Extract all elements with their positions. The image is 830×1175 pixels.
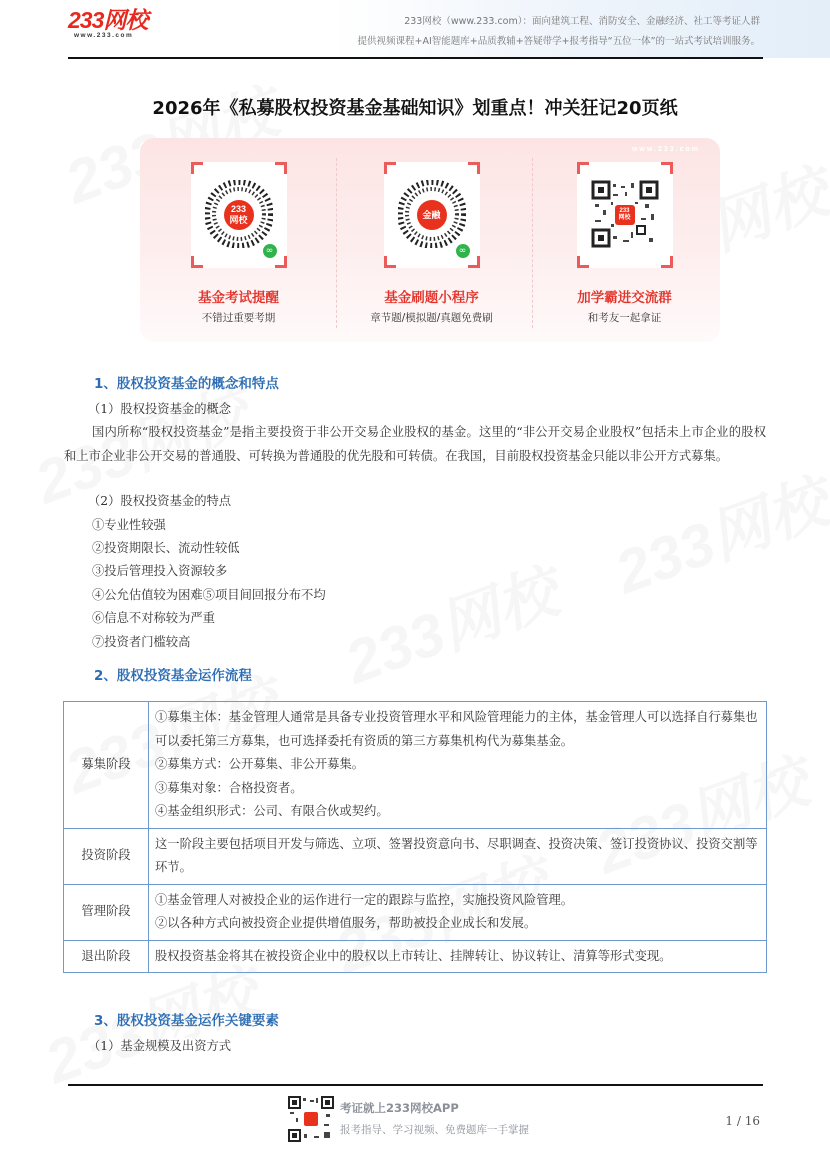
promo-title: 基金考试提醒 bbox=[198, 290, 279, 306]
table-row bbox=[64, 884, 767, 940]
promo-subtitle: 不错过重要考期 bbox=[201, 312, 276, 324]
page-header bbox=[0, 0, 830, 58]
table-row bbox=[64, 828, 767, 884]
corner-mark bbox=[191, 256, 203, 268]
footer-divider bbox=[68, 1084, 763, 1086]
feature-item: ④公允估值较为困难⑤项目间回报分布不均 bbox=[92, 588, 326, 602]
corner-mark bbox=[468, 162, 480, 174]
app-promo-subtitle: 报考指导、学习视频、免费题库一手掌握 bbox=[340, 1124, 529, 1136]
promo-title: 加学霸进交流群 bbox=[577, 290, 672, 306]
corner-mark bbox=[577, 256, 589, 268]
corner-mark bbox=[384, 162, 396, 174]
section-heading: 3、股权投资基金运作关键要素 bbox=[94, 1013, 279, 1029]
corner-mark bbox=[275, 256, 287, 268]
miniprogram-icon: ∞ bbox=[456, 244, 470, 258]
app-promo-title[interactable]: 考证就上233网校APP bbox=[340, 1101, 459, 1115]
header-tagline bbox=[358, 12, 761, 52]
fund-process-table bbox=[63, 701, 767, 973]
stage-label: 投资阶段 bbox=[64, 828, 149, 884]
document-title: 2026年《私募股权投资基金基础知识》划重点！冲关狂记20页纸 bbox=[152, 98, 678, 119]
promo-banner bbox=[140, 138, 720, 342]
detail-line: 这一阶段主要包括项目开发与筛选、立项、签署投资意向书、尽职调查、投资决策、签订投资协议、投资交割等环节。 bbox=[155, 836, 758, 874]
detail-line: ④基金组织形式：公司、有限合伙或契约。 bbox=[155, 804, 389, 818]
header-divider bbox=[68, 57, 763, 59]
logo-wordmark: 233网校 bbox=[68, 7, 148, 33]
logo-url: www.233.com bbox=[74, 32, 134, 39]
corner-mark bbox=[577, 162, 589, 174]
feature-item: ②投资期限长、流动性较低 bbox=[92, 541, 240, 555]
table-row bbox=[64, 702, 767, 829]
corner-mark bbox=[661, 162, 673, 174]
promo-title: 基金刷题小程序 bbox=[384, 290, 479, 306]
feature-item: ③投后管理投入资源较多 bbox=[92, 564, 228, 578]
section-heading: 1、股权投资基金的概念和特点 bbox=[94, 376, 279, 392]
brand-badge: 金融 bbox=[417, 200, 447, 230]
detail-line: 股权投资基金将其在被投资企业中的股权以上市转让、挂牌转让、协议转让、清算等形式变现。 bbox=[155, 948, 672, 963]
miniprogram-icon: ∞ bbox=[263, 244, 277, 258]
corner-mark bbox=[275, 162, 287, 174]
qr-code[interactable] bbox=[384, 162, 480, 268]
promo-study-group[interactable] bbox=[528, 138, 720, 342]
detail-line: ①基金管理人对被投企业的运作进行一定的跟踪与监控，实施投资风险管理。 bbox=[155, 892, 574, 907]
stage-detail bbox=[149, 702, 767, 829]
subheading: （1）基金规模及出资方式 bbox=[88, 1039, 232, 1053]
tagline-line-2: 提供视频课程+AI智能题库+品质教辅+答疑带学+报考指导“五位一体”的一站式考试培训服务。 bbox=[357, 36, 760, 47]
corner-mark bbox=[191, 162, 203, 174]
stage-detail bbox=[149, 884, 767, 940]
stage-label: 管理阶段 bbox=[64, 884, 149, 940]
promo-subtitle: 章节题/模拟题/真题免费刷 bbox=[370, 312, 493, 324]
watermark bbox=[332, 545, 568, 701]
promo-quiz-miniprogram[interactable] bbox=[335, 138, 528, 342]
detail-line: ②募集方式：公开募集、非公开募集。 bbox=[155, 757, 365, 771]
stage-label: 募集阶段 bbox=[64, 702, 149, 829]
corner-mark bbox=[661, 256, 673, 268]
detail-line: ①募集主体：基金管理人通常是具备专业投资管理水平和风险管理能力的主体，基金管理人可以选择自行募集也可以委托第三方募集，也可选择委托有资质的第三方募集机构代为募集基金。 bbox=[155, 710, 758, 748]
feature-item: ⑦投资者门槛较高 bbox=[92, 635, 191, 649]
corner-mark bbox=[384, 256, 396, 268]
brand-badge: 233 网校 bbox=[224, 200, 254, 230]
brand-logo[interactable] bbox=[68, 8, 147, 39]
app-qr-code-icon[interactable] bbox=[288, 1096, 334, 1142]
stage-label: 退出阶段 bbox=[64, 940, 149, 973]
promo-exam-reminder[interactable] bbox=[142, 138, 335, 342]
qr-code[interactable] bbox=[577, 162, 673, 268]
brand-badge: 233 网校 bbox=[615, 205, 635, 225]
qr-code[interactable] bbox=[191, 162, 287, 268]
stage-detail bbox=[149, 940, 767, 973]
tagline-line-1: 233网校（www.233.com）：面向建筑工程、消防安全、金融经济、社工等考证人群 bbox=[404, 16, 760, 27]
banner-url: www.233.com bbox=[631, 146, 700, 153]
feature-item: ⑥信息不对称较为严重 bbox=[92, 611, 215, 625]
feature-item: ①专业性较强 bbox=[92, 518, 166, 532]
subheading: （2）股权投资基金的特点 bbox=[88, 494, 232, 508]
table-row bbox=[64, 940, 767, 973]
section-heading: 2、股权投资基金运作流程 bbox=[94, 668, 252, 684]
detail-line: ③募集对象：合格投资者。 bbox=[155, 780, 303, 795]
promo-subtitle: 和考友一起拿证 bbox=[587, 312, 662, 324]
subheading: （1）股权投资基金的概念 bbox=[88, 402, 232, 416]
corner-mark bbox=[468, 256, 480, 268]
watermark bbox=[602, 455, 830, 611]
page-number: 1 / 16 bbox=[725, 1114, 760, 1128]
paragraph: 国内所称“股权投资基金”是指主要投资于非公开交易企业股权的基金。这里的“非公开交易企业股权”包括未上市企业的股权和上市企业非公开交易的普通股、可转换为普通股的优先股和可转债。在我国，目前股权投资基金只能以非公开方式募集。 bbox=[64, 425, 766, 463]
stage-detail bbox=[149, 828, 767, 884]
detail-line: ②以各种方式向被投资企业提供增值服务，帮助被投企业成长和发展。 bbox=[155, 916, 537, 930]
